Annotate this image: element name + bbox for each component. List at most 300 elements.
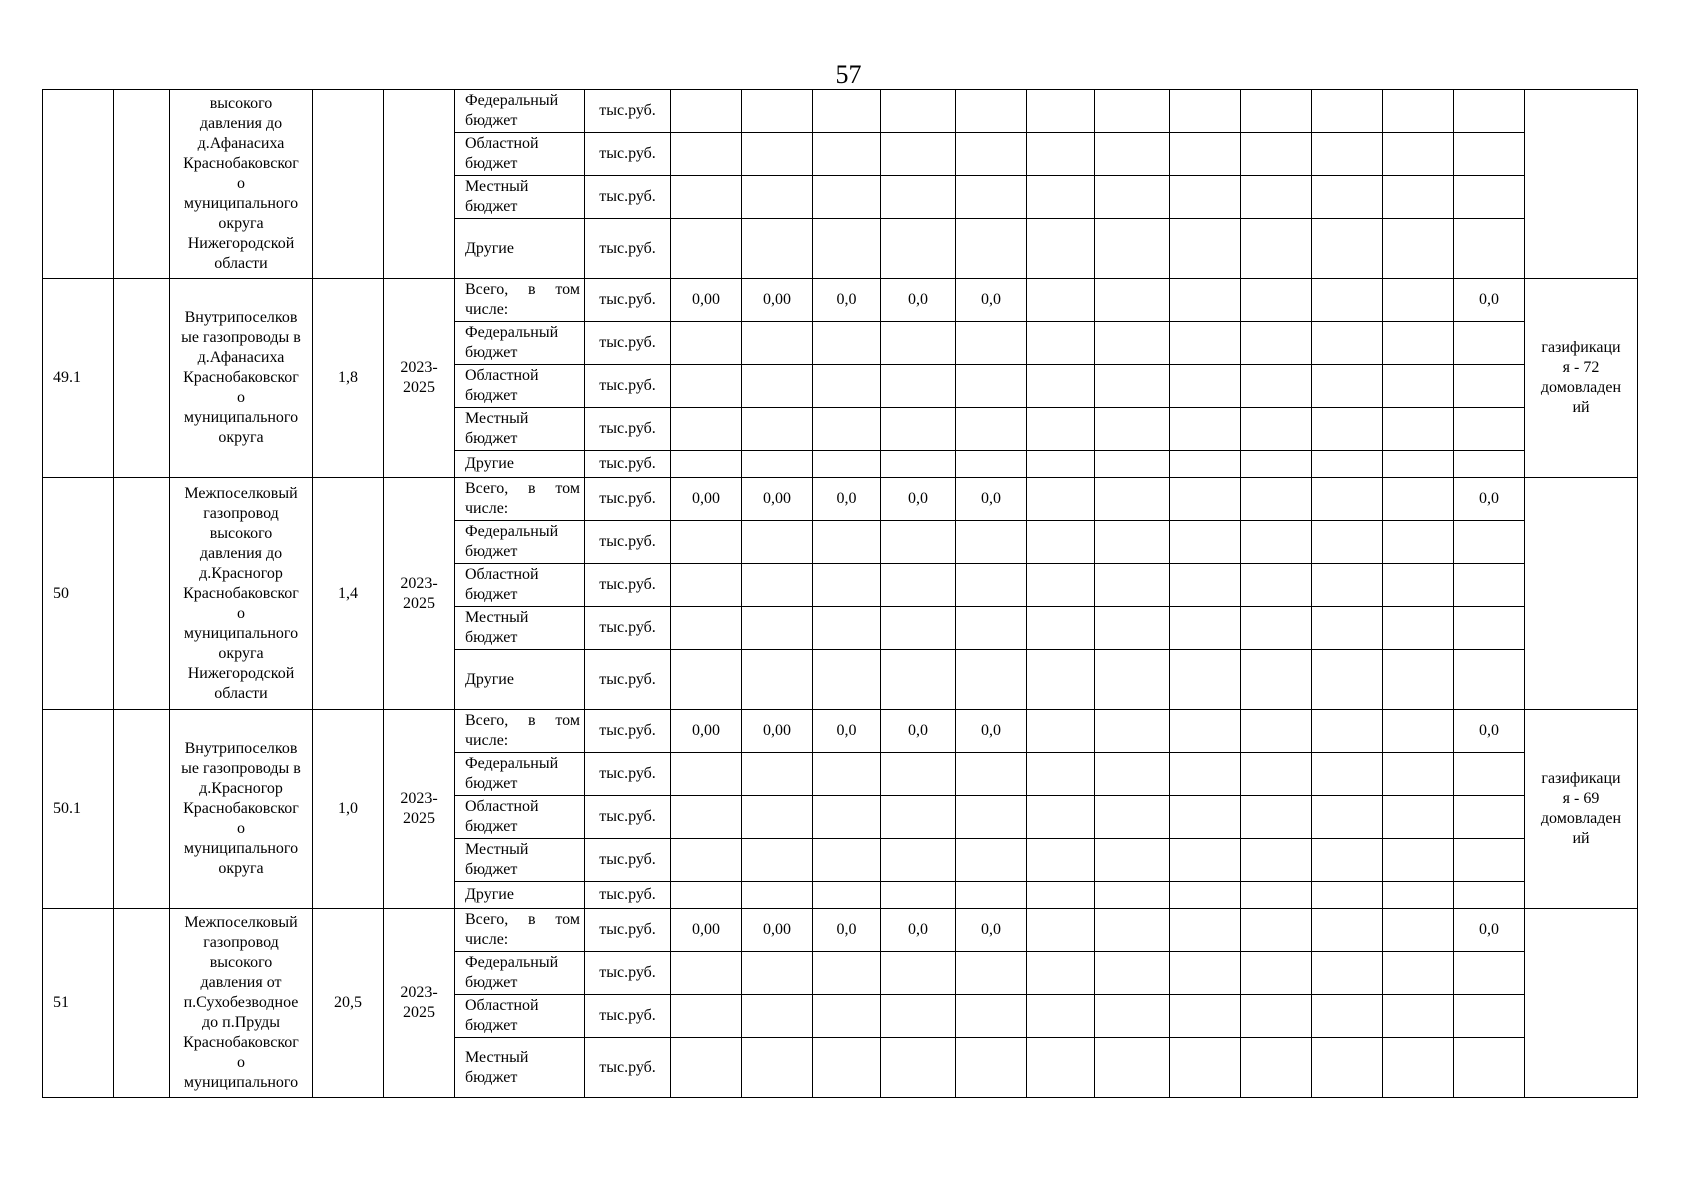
unit-label: тыс.руб. bbox=[585, 796, 671, 839]
amount-cell bbox=[1170, 451, 1241, 478]
amount-cell bbox=[1170, 279, 1241, 322]
unit-label: тыс.руб. bbox=[585, 952, 671, 995]
amount-cell bbox=[956, 451, 1027, 478]
amount-cell bbox=[1095, 607, 1170, 650]
amount-cell bbox=[1454, 607, 1525, 650]
page-number: 57 bbox=[835, 60, 862, 89]
amount-cell bbox=[671, 564, 742, 607]
amount-cell bbox=[881, 995, 956, 1038]
amount-cell bbox=[1241, 607, 1312, 650]
amount-cell bbox=[956, 607, 1027, 650]
amount-cell bbox=[1095, 451, 1170, 478]
funding-source: Всего, в том числе: bbox=[455, 478, 585, 521]
amount-cell bbox=[881, 90, 956, 133]
amount-cell bbox=[1383, 710, 1454, 753]
implementation-period bbox=[384, 90, 455, 279]
amount-cell bbox=[1095, 952, 1170, 995]
amount-cell bbox=[956, 365, 1027, 408]
item-number: 50 bbox=[43, 478, 114, 710]
amount-cell: 0,0 bbox=[813, 710, 881, 753]
amount-cell bbox=[1241, 753, 1312, 796]
expected-result bbox=[1525, 90, 1638, 279]
amount-cell bbox=[881, 607, 956, 650]
amount-cell bbox=[1312, 365, 1383, 408]
amount-cell bbox=[1454, 451, 1525, 478]
funding-source: Федеральный бюджет bbox=[455, 521, 585, 564]
amount-cell bbox=[1312, 710, 1383, 753]
amount-cell bbox=[671, 839, 742, 882]
amount-cell: 0,00 bbox=[742, 478, 813, 521]
amount-cell bbox=[1312, 521, 1383, 564]
unit-label: тыс.руб. bbox=[585, 995, 671, 1038]
amount-cell: 0,0 bbox=[813, 909, 881, 952]
unit-label: тыс.руб. bbox=[585, 753, 671, 796]
empty-cell bbox=[114, 710, 170, 909]
amount-cell bbox=[1454, 952, 1525, 995]
amount-cell bbox=[1454, 882, 1525, 909]
unit-label: тыс.руб. bbox=[585, 408, 671, 451]
amount-cell bbox=[1383, 279, 1454, 322]
amount-cell bbox=[1383, 451, 1454, 478]
amount-cell bbox=[1383, 176, 1454, 219]
funding-source: Федеральный бюджет bbox=[455, 90, 585, 133]
amount-cell bbox=[1312, 882, 1383, 909]
unit-label: тыс.руб. bbox=[585, 176, 671, 219]
amount-cell: 0,0 bbox=[1454, 478, 1525, 521]
amount-cell bbox=[742, 995, 813, 1038]
amount-cell bbox=[1454, 650, 1525, 710]
amount-cell bbox=[1095, 753, 1170, 796]
amount-cell bbox=[881, 133, 956, 176]
amount-cell bbox=[1095, 710, 1170, 753]
implementation-period: 2023- 2025 bbox=[384, 279, 455, 478]
amount-cell bbox=[1454, 753, 1525, 796]
amount-cell bbox=[671, 753, 742, 796]
amount-cell bbox=[742, 521, 813, 564]
amount-cell bbox=[1170, 133, 1241, 176]
amount-cell bbox=[1095, 322, 1170, 365]
budget-table bbox=[42, 89, 1638, 1098]
amount-cell bbox=[1454, 408, 1525, 451]
amount-cell bbox=[1383, 219, 1454, 279]
item-number: 51 bbox=[43, 909, 114, 1098]
amount-cell bbox=[1383, 796, 1454, 839]
unit-label: тыс.руб. bbox=[585, 710, 671, 753]
amount-cell bbox=[1095, 995, 1170, 1038]
amount-cell: 0,00 bbox=[742, 710, 813, 753]
amount-cell bbox=[1383, 564, 1454, 607]
amount-cell bbox=[1312, 176, 1383, 219]
amount-cell: 0,0 bbox=[956, 909, 1027, 952]
amount-cell bbox=[956, 521, 1027, 564]
amount-cell bbox=[742, 796, 813, 839]
amount-cell bbox=[742, 90, 813, 133]
amount-cell bbox=[1095, 882, 1170, 909]
amount-cell bbox=[1383, 882, 1454, 909]
amount-cell bbox=[1241, 909, 1312, 952]
amount-cell bbox=[1312, 408, 1383, 451]
amount-cell bbox=[956, 219, 1027, 279]
amount-cell: 0,00 bbox=[671, 279, 742, 322]
amount-cell bbox=[1027, 753, 1095, 796]
unit-label: тыс.руб. bbox=[585, 909, 671, 952]
amount-cell bbox=[1027, 909, 1095, 952]
amount-cell bbox=[1241, 90, 1312, 133]
amount-cell bbox=[1095, 521, 1170, 564]
amount-cell bbox=[1027, 710, 1095, 753]
amount-cell bbox=[742, 365, 813, 408]
amount-cell bbox=[671, 90, 742, 133]
amount-cell bbox=[813, 796, 881, 839]
unit-label: тыс.руб. bbox=[585, 365, 671, 408]
amount-cell bbox=[956, 133, 1027, 176]
unit-label: тыс.руб. bbox=[585, 133, 671, 176]
amount-cell bbox=[881, 408, 956, 451]
amount-cell bbox=[1095, 90, 1170, 133]
funding-source: Местный бюджет bbox=[455, 839, 585, 882]
expected-result: газификаци я - 69 домовладен ий bbox=[1525, 710, 1638, 909]
amount-cell bbox=[1241, 408, 1312, 451]
amount-cell bbox=[1241, 451, 1312, 478]
amount-cell bbox=[1027, 408, 1095, 451]
amount-cell bbox=[956, 650, 1027, 710]
amount-cell bbox=[813, 839, 881, 882]
amount-cell bbox=[1095, 279, 1170, 322]
amount-cell bbox=[1027, 279, 1095, 322]
amount-cell bbox=[1027, 322, 1095, 365]
funding-source: Областной бюджет bbox=[455, 564, 585, 607]
amount-cell bbox=[1095, 796, 1170, 839]
amount-cell: 0,0 bbox=[1454, 909, 1525, 952]
amount-cell bbox=[1170, 952, 1241, 995]
amount-cell bbox=[1241, 650, 1312, 710]
amount-cell bbox=[1383, 90, 1454, 133]
amount-cell bbox=[1241, 176, 1312, 219]
amount-cell bbox=[881, 796, 956, 839]
funding-source: Федеральный бюджет bbox=[455, 952, 585, 995]
expected-result bbox=[1525, 478, 1638, 710]
unit-label: тыс.руб. bbox=[585, 1038, 671, 1098]
amount-cell bbox=[881, 882, 956, 909]
amount-cell bbox=[1383, 408, 1454, 451]
funding-source: Федеральный бюджет bbox=[455, 322, 585, 365]
item-number bbox=[43, 90, 114, 279]
amount-cell bbox=[813, 408, 881, 451]
amount-cell bbox=[1312, 796, 1383, 839]
amount-cell bbox=[1454, 995, 1525, 1038]
amount-cell bbox=[742, 408, 813, 451]
amount-cell bbox=[1027, 995, 1095, 1038]
object-name: высокого давления до д.Афанасиха Краснобаковског о муниципального округа Нижегородской области bbox=[170, 90, 313, 279]
amount-cell bbox=[1170, 365, 1241, 408]
amount-cell bbox=[1312, 478, 1383, 521]
amount-cell bbox=[1312, 995, 1383, 1038]
amount-cell bbox=[742, 322, 813, 365]
amount-cell bbox=[1454, 219, 1525, 279]
amount-cell bbox=[881, 1038, 956, 1098]
unit-label: тыс.руб. bbox=[585, 839, 671, 882]
amount-cell bbox=[1312, 839, 1383, 882]
amount-cell bbox=[1170, 564, 1241, 607]
amount-cell bbox=[1027, 90, 1095, 133]
amount-cell bbox=[1454, 1038, 1525, 1098]
funding-source: Всего, в том числе: bbox=[455, 710, 585, 753]
amount-cell bbox=[742, 564, 813, 607]
amount-cell bbox=[1170, 909, 1241, 952]
table-row bbox=[43, 478, 1638, 521]
amount-cell bbox=[671, 365, 742, 408]
amount-cell bbox=[1027, 607, 1095, 650]
funding-source: Другие bbox=[455, 451, 585, 478]
amount-cell: 0,00 bbox=[671, 909, 742, 952]
amount-cell bbox=[813, 176, 881, 219]
amount-cell bbox=[1454, 176, 1525, 219]
table-row bbox=[43, 90, 1638, 133]
amount-cell bbox=[813, 995, 881, 1038]
funding-source: Местный бюджет bbox=[455, 1038, 585, 1098]
amount-cell bbox=[1241, 521, 1312, 564]
amount-cell bbox=[1095, 176, 1170, 219]
amount-cell bbox=[813, 650, 881, 710]
amount-cell bbox=[1170, 995, 1241, 1038]
empty-cell bbox=[114, 279, 170, 478]
amount-cell bbox=[1027, 564, 1095, 607]
amount-cell bbox=[881, 753, 956, 796]
amount-cell bbox=[1383, 607, 1454, 650]
amount-cell bbox=[742, 133, 813, 176]
funding-source: Местный бюджет bbox=[455, 408, 585, 451]
amount-cell bbox=[1170, 882, 1241, 909]
amount-cell bbox=[1312, 952, 1383, 995]
amount-cell bbox=[813, 219, 881, 279]
amount-cell bbox=[671, 322, 742, 365]
amount-cell bbox=[1454, 365, 1525, 408]
amount-cell bbox=[742, 451, 813, 478]
amount-cell bbox=[956, 408, 1027, 451]
amount-cell bbox=[1383, 839, 1454, 882]
amount-cell bbox=[881, 521, 956, 564]
amount-cell bbox=[881, 322, 956, 365]
amount-cell bbox=[1454, 521, 1525, 564]
amount-cell bbox=[1170, 521, 1241, 564]
amount-cell bbox=[1383, 478, 1454, 521]
amount-cell bbox=[1241, 710, 1312, 753]
table-row bbox=[43, 909, 1638, 952]
amount-cell bbox=[1454, 564, 1525, 607]
unit-label: тыс.руб. bbox=[585, 882, 671, 909]
amount-cell bbox=[742, 219, 813, 279]
amount-cell bbox=[956, 995, 1027, 1038]
amount-cell bbox=[1383, 650, 1454, 710]
amount-cell: 0,0 bbox=[881, 710, 956, 753]
amount-cell: 0,0 bbox=[881, 279, 956, 322]
table-row bbox=[43, 710, 1638, 753]
amount-cell bbox=[1383, 995, 1454, 1038]
amount-cell bbox=[742, 650, 813, 710]
amount-cell: 0,0 bbox=[881, 909, 956, 952]
amount-cell bbox=[1383, 753, 1454, 796]
amount-cell bbox=[1312, 753, 1383, 796]
funding-source: Местный бюджет bbox=[455, 176, 585, 219]
funding-source: Всего, в том числе: bbox=[455, 909, 585, 952]
amount-cell bbox=[1027, 650, 1095, 710]
amount-cell bbox=[881, 176, 956, 219]
amount-cell bbox=[1095, 564, 1170, 607]
unit-label: тыс.руб. bbox=[585, 451, 671, 478]
amount-cell bbox=[1454, 322, 1525, 365]
unit-label: тыс.руб. bbox=[585, 322, 671, 365]
amount-cell bbox=[671, 882, 742, 909]
amount-cell bbox=[1383, 521, 1454, 564]
amount-cell: 0,00 bbox=[671, 478, 742, 521]
amount-cell bbox=[671, 451, 742, 478]
unit-label: тыс.руб. bbox=[585, 607, 671, 650]
amount-cell bbox=[1383, 133, 1454, 176]
amount-cell bbox=[956, 322, 1027, 365]
amount-cell bbox=[671, 1038, 742, 1098]
amount-cell bbox=[881, 365, 956, 408]
amount-cell bbox=[956, 952, 1027, 995]
unit-label: тыс.руб. bbox=[585, 279, 671, 322]
amount-cell bbox=[813, 521, 881, 564]
amount-cell bbox=[671, 995, 742, 1038]
amount-cell bbox=[813, 90, 881, 133]
amount-cell bbox=[1312, 219, 1383, 279]
amount-cell bbox=[1312, 279, 1383, 322]
amount-cell bbox=[1170, 322, 1241, 365]
object-name: Межпоселковый газопровод высокого давления до д.Красногор Краснобаковског о муниципального округа Нижегородской области bbox=[170, 478, 313, 710]
implementation-period: 2023- 2025 bbox=[384, 710, 455, 909]
length-km: 1,4 bbox=[313, 478, 384, 710]
amount-cell bbox=[742, 607, 813, 650]
funding-source: Областной бюджет bbox=[455, 133, 585, 176]
amount-cell bbox=[1027, 133, 1095, 176]
funding-source: Местный бюджет bbox=[455, 607, 585, 650]
length-km: 1,8 bbox=[313, 279, 384, 478]
amount-cell bbox=[1241, 564, 1312, 607]
amount-cell bbox=[742, 753, 813, 796]
amount-cell bbox=[1312, 650, 1383, 710]
funding-source: Другие bbox=[455, 650, 585, 710]
amount-cell: 0,0 bbox=[1454, 710, 1525, 753]
amount-cell bbox=[1241, 952, 1312, 995]
amount-cell bbox=[671, 133, 742, 176]
unit-label: тыс.руб. bbox=[585, 90, 671, 133]
amount-cell bbox=[1241, 995, 1312, 1038]
amount-cell: 0,0 bbox=[813, 279, 881, 322]
amount-cell bbox=[1454, 90, 1525, 133]
amount-cell bbox=[956, 564, 1027, 607]
amount-cell bbox=[1312, 322, 1383, 365]
length-km bbox=[313, 90, 384, 279]
object-name: Внутрипоселков ые газопроводы в д.Красногор Краснобаковског о муниципального округа bbox=[170, 710, 313, 909]
amount-cell bbox=[956, 176, 1027, 219]
amount-cell bbox=[1027, 839, 1095, 882]
amount-cell bbox=[1312, 564, 1383, 607]
amount-cell bbox=[742, 882, 813, 909]
funding-source: Всего, в том числе: bbox=[455, 279, 585, 322]
amount-cell bbox=[1095, 478, 1170, 521]
amount-cell: 0,0 bbox=[956, 710, 1027, 753]
amount-cell bbox=[1170, 408, 1241, 451]
implementation-period: 2023- 2025 bbox=[384, 909, 455, 1098]
amount-cell bbox=[1095, 909, 1170, 952]
amount-cell bbox=[813, 133, 881, 176]
amount-cell bbox=[1170, 219, 1241, 279]
amount-cell bbox=[1312, 90, 1383, 133]
amount-cell bbox=[1312, 607, 1383, 650]
amount-cell bbox=[1095, 408, 1170, 451]
item-number: 50.1 bbox=[43, 710, 114, 909]
unit-label: тыс.руб. bbox=[585, 521, 671, 564]
amount-cell bbox=[1027, 521, 1095, 564]
implementation-period: 2023- 2025 bbox=[384, 478, 455, 710]
amount-cell bbox=[671, 607, 742, 650]
amount-cell bbox=[956, 90, 1027, 133]
amount-cell bbox=[881, 650, 956, 710]
unit-label: тыс.руб. bbox=[585, 650, 671, 710]
amount-cell bbox=[671, 796, 742, 839]
table-row bbox=[43, 279, 1638, 322]
amount-cell bbox=[813, 1038, 881, 1098]
amount-cell bbox=[1170, 650, 1241, 710]
amount-cell bbox=[813, 564, 881, 607]
amount-cell bbox=[1454, 796, 1525, 839]
item-number: 49.1 bbox=[43, 279, 114, 478]
amount-cell bbox=[1383, 909, 1454, 952]
amount-cell: 0,0 bbox=[1454, 279, 1525, 322]
amount-cell bbox=[1312, 909, 1383, 952]
amount-cell bbox=[1383, 1038, 1454, 1098]
amount-cell bbox=[1095, 133, 1170, 176]
amount-cell bbox=[813, 451, 881, 478]
expected-result: газификаци я - 72 домовладен ий bbox=[1525, 279, 1638, 478]
amount-cell bbox=[671, 408, 742, 451]
amount-cell bbox=[1027, 451, 1095, 478]
amount-cell bbox=[1383, 952, 1454, 995]
funding-source: Другие bbox=[455, 882, 585, 909]
amount-cell bbox=[1383, 322, 1454, 365]
empty-cell bbox=[114, 90, 170, 279]
amount-cell bbox=[813, 365, 881, 408]
amount-cell bbox=[1027, 1038, 1095, 1098]
amount-cell bbox=[1241, 133, 1312, 176]
empty-cell bbox=[114, 909, 170, 1098]
amount-cell bbox=[881, 952, 956, 995]
amount-cell bbox=[956, 1038, 1027, 1098]
amount-cell bbox=[956, 753, 1027, 796]
empty-cell bbox=[114, 478, 170, 710]
amount-cell bbox=[1170, 176, 1241, 219]
amount-cell bbox=[1170, 1038, 1241, 1098]
amount-cell bbox=[1241, 219, 1312, 279]
amount-cell bbox=[881, 219, 956, 279]
amount-cell bbox=[742, 176, 813, 219]
amount-cell bbox=[671, 521, 742, 564]
amount-cell bbox=[1241, 1038, 1312, 1098]
amount-cell bbox=[1170, 478, 1241, 521]
funding-source: Областной бюджет bbox=[455, 995, 585, 1038]
amount-cell: 0,00 bbox=[742, 909, 813, 952]
amount-cell bbox=[1170, 607, 1241, 650]
amount-cell bbox=[1241, 839, 1312, 882]
amount-cell bbox=[742, 1038, 813, 1098]
funding-source: Областной бюджет bbox=[455, 365, 585, 408]
amount-cell bbox=[671, 219, 742, 279]
amount-cell bbox=[1241, 322, 1312, 365]
unit-label: тыс.руб. bbox=[585, 564, 671, 607]
amount-cell bbox=[1454, 133, 1525, 176]
